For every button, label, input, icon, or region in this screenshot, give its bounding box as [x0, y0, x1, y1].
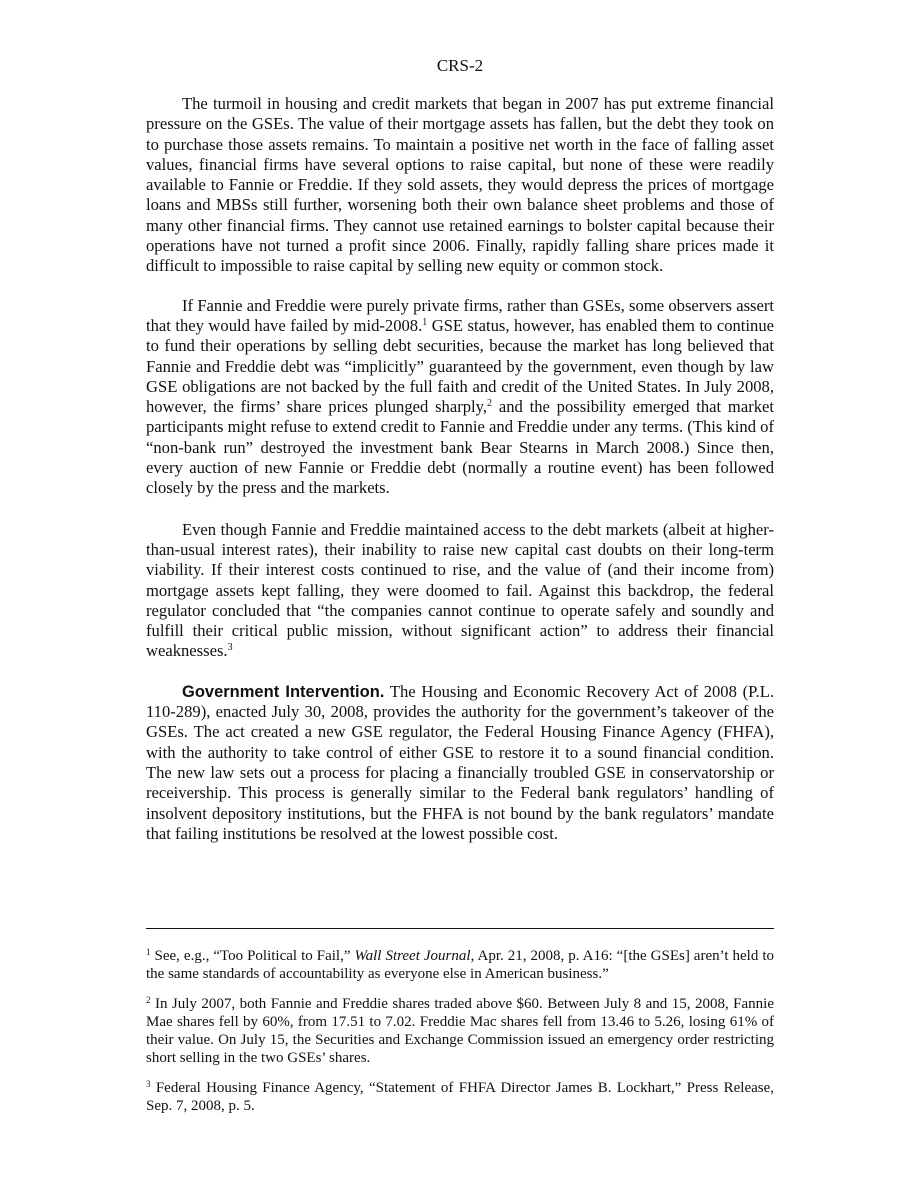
- paragraph-text: If Fannie and Freddie were purely private firms, rather than GSEs, some observers assert that they would have failed by mid-2008.: [146, 295, 774, 335]
- footnotes: [146, 947, 774, 1127]
- footnote-text: See, e.g., “Too Political to Fail,”: [150, 948, 355, 964]
- footnote-3: [146, 1079, 774, 1115]
- footnote-divider: [146, 928, 774, 929]
- footnote-1: [146, 947, 774, 983]
- paragraph-gse-pressure: The turmoil in housing and credit markets that began in 2007 has put extreme financial pressure on the GSEs. The value of their mortgage assets has fallen, but the debt they took on to purchase those assets remains. To maintain a positive net worth in the face of falling asset values, financial firms have several options to raise capital, but none of these were readily available to Fannie or Freddie. If they sold assets, they would depress the prices of mortgage loans and MBSs still further, worsening both their own balance sheet problems and those of many other financial firms. They cannot use retained earnings to bolster capital because their operations have not turned a profit since 2006. Finally, rapidly falling share prices made it difficult to impossible to raise capital by selling new equity or common stock.: [146, 94, 774, 276]
- footnote-2: [146, 995, 774, 1067]
- footnote-ref-3[interactable]: 3: [227, 642, 233, 654]
- paragraph-text: GSE status, however, has enabled them to continue to fund their operations by selling debt securities, because the market has long believed that Fannie and Freddie debt was “implicitly” guaranteed by the government, even though by law GSE obligations are not backed by the full faith and credit of the United States. In July 2008, however, the firms’ share prices plunged sharply,: [146, 315, 774, 417]
- paragraph-text: Even though Fannie and Freddie maintained access to the debt markets (albeit at higher-than-usual interest rates), their inability to raise new capital cast doubts on their long-term viability. If their interest costs continued to rise, and the value of (and their income from) mortgage assets kept falling, they were doomed to fail. Against this backdrop, the federal regulator concluded that “the companies cannot continue to operate safely and soundly and fulfill their critical public mission, without significant action” to address their financial weaknesses.: [146, 519, 774, 661]
- paragraph-debt-markets: [146, 520, 774, 662]
- footnote-ref-2[interactable]: 2: [487, 398, 493, 410]
- paragraph-gse-status: [146, 296, 774, 499]
- footnote-number: 1: [146, 947, 151, 957]
- page-number-header: CRS-2: [436, 56, 484, 75]
- footnote-number: 2: [146, 995, 151, 1005]
- footnote-ref-1[interactable]: 1: [422, 316, 428, 328]
- footnote-text: , Apr. 21, 2008, p. A16: “[the GSEs] aren’t held to the same standards of accountability as everyone else in American business.”: [146, 948, 775, 982]
- paragraph-text: and the possibility emerged that market participants might refuse to extend credit to Fannie and Freddie under any terms. (This kind of “non-bank run” destroyed the investment bank Bear Stearns in March 2008.) Since then, every auction of new Fannie or Freddie debt (normally a routine event) has been followed closely by the press and the markets.: [146, 397, 774, 498]
- paragraph-government-intervention: [146, 682, 774, 844]
- footnote-number: 3: [146, 1079, 151, 1089]
- section-heading: Government Intervention.: [182, 682, 385, 701]
- footnote-text: Federal Housing Finance Agency, “Statement of FHFA Director James B. Lockhart,” Press Release, Sep. 7, 2008, p. 5.: [146, 1080, 774, 1114]
- footnote-publication-title: Wall Street Journal: [354, 948, 471, 964]
- footnote-text: In July 2007, both Fannie and Freddie shares traded above $60. Between July 8 and 15, 2008, Fannie Mae shares fell by 60%, from 17.51 to 7.02. Freddie Mac shares fell from 13.46 to 5.26, losing 61% of their value. On July 15, the Securities and Exchange Commission issued an emergency order restricting short selling in the two GSEs’ shares.: [146, 996, 774, 1066]
- body-text: [146, 94, 774, 864]
- paragraph-text: The Housing and Economic Recovery Act of 2008 (P.L. 110-289), enacted July 30, 2008, provides the authority for the government’s takeover of the GSEs. The act created a new GSE regulator, the Federal Housing Finance Agency (FHFA), with the authority to take control of either GSE to restore it to a sound financial condition. The new law sets out a process for placing a financially troubled GSE in conservatorship or receivership. This process is generally similar to the Federal bank regulators’ handling of insolvent depository institutions, but the FHFA is not bound by the bank regulators’ mandate that failing institutions be resolved at the lowest possible cost.: [146, 681, 774, 843]
